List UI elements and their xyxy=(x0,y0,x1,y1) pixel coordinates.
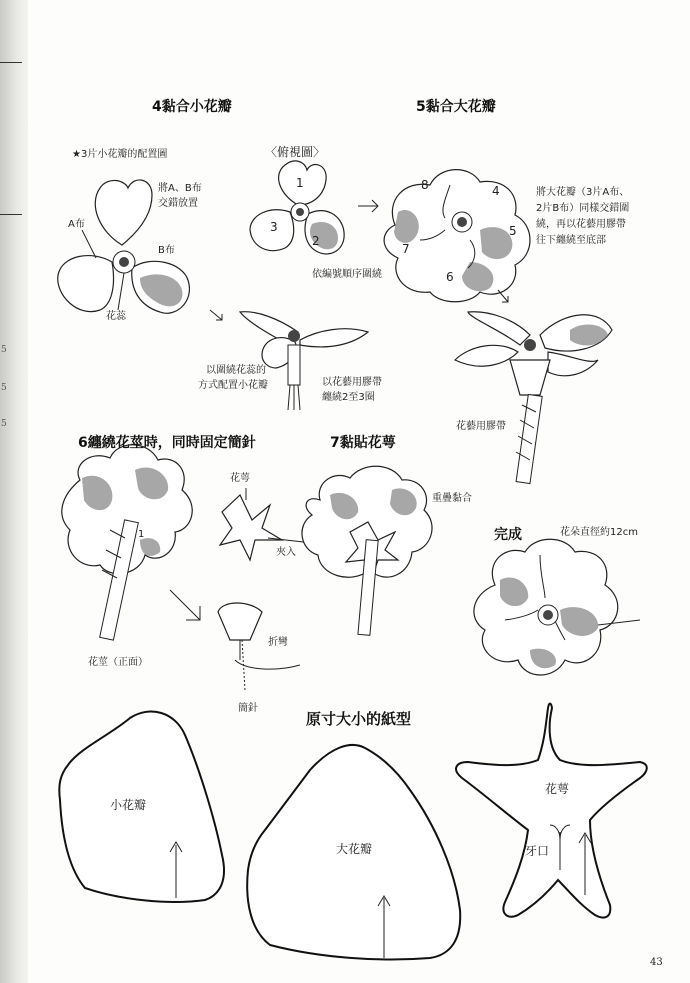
around-stamen-line1: 以圍繞花蕊的 xyxy=(206,365,266,376)
cloth-b-label: B布 xyxy=(158,245,175,256)
fold-label: 折彎 xyxy=(268,637,288,648)
template-heading: 原寸大小的紙型 xyxy=(306,710,412,728)
stamen-label: 花蕊 xyxy=(106,311,126,322)
large-flower-side-view-illustration xyxy=(455,312,612,484)
step-4-heading: 4黏合小花瓣 xyxy=(152,99,232,115)
small-petal-template-label: 小花瓣 xyxy=(110,798,147,812)
spine-number: 5 xyxy=(1,345,7,355)
large-petal-desc-line4: 往下纏繞至底部 xyxy=(536,235,606,246)
petal-number-8: 8 xyxy=(421,178,429,192)
around-stamen-line2: 方式配置小花瓣 xyxy=(198,380,268,391)
stem-wrapping-illustration xyxy=(62,445,192,640)
calyx-detail-illustration xyxy=(220,488,282,560)
spine-number: 5 xyxy=(1,419,7,429)
step-7-heading: 7黏貼花萼 xyxy=(330,435,396,451)
tape-wrap-line2: 纏繞2至3圈 xyxy=(322,392,375,403)
large-petal-desc-line2: 2片B布）同樣交錯圍 xyxy=(536,203,630,214)
pin-label: 簡針 xyxy=(238,703,258,714)
calyx-template-outline xyxy=(456,704,647,918)
calyx-label: 花萼 xyxy=(230,473,250,484)
cloth-a-label: A布 xyxy=(68,219,85,230)
tape-wrap-line1: 以花藝用膠帶 xyxy=(322,377,382,388)
finished-flower-illustration xyxy=(474,539,640,675)
alternate-label-line1: 將A、B布 xyxy=(158,183,202,194)
step-6-heading: 6纏繞花莖時，同時固定簡針 xyxy=(78,435,256,451)
wrap-order-label: 依編號順序圍繞 xyxy=(312,269,382,280)
finished-heading: 完成 xyxy=(494,527,522,543)
spine-number: 5 xyxy=(1,383,7,393)
calyx-attached-flower-illustration xyxy=(302,466,432,635)
petal-number-3: 3 xyxy=(270,220,278,234)
petal-number-5: 5 xyxy=(509,224,517,238)
calyx-template-label: 花萼 xyxy=(545,782,570,796)
arrangement-label: ★3片小花瓣的配置圖 xyxy=(72,149,168,160)
petal-number-1: 1 xyxy=(296,176,304,190)
top-view-flower-illustration xyxy=(250,161,344,254)
large-petal-desc-line1: 將大花瓣（3片A布、 xyxy=(536,187,630,198)
overlap-glue-label: 重疊黏合 xyxy=(432,493,472,504)
page-number: 43 xyxy=(650,957,663,968)
notch-label: 牙口 xyxy=(525,844,550,858)
stem-number-1: 1 xyxy=(138,529,145,540)
alternate-label-line2: 交錯放置 xyxy=(158,198,198,209)
step-5-heading: 5黏合大花瓣 xyxy=(416,99,496,115)
petal-number-4: 4 xyxy=(492,184,500,198)
large-petal-template-label: 大花瓣 xyxy=(336,842,373,856)
top-view-label: 〈俯視圖〉 xyxy=(265,145,326,159)
large-petal-desc-line3: 繞，再以花藝用膠帶 xyxy=(536,219,626,230)
petal-number-6: 6 xyxy=(446,270,454,284)
insert-label: 夾入 xyxy=(276,547,296,558)
petal-number-7: 7 xyxy=(402,242,410,256)
flower-diameter-label: 花朵直徑約12cm xyxy=(560,527,638,538)
stem-front-label: 花莖（正面） xyxy=(88,657,148,668)
petal-number-2: 2 xyxy=(312,234,320,248)
floral-tape-label: 花藝用膠帶 xyxy=(456,421,506,432)
